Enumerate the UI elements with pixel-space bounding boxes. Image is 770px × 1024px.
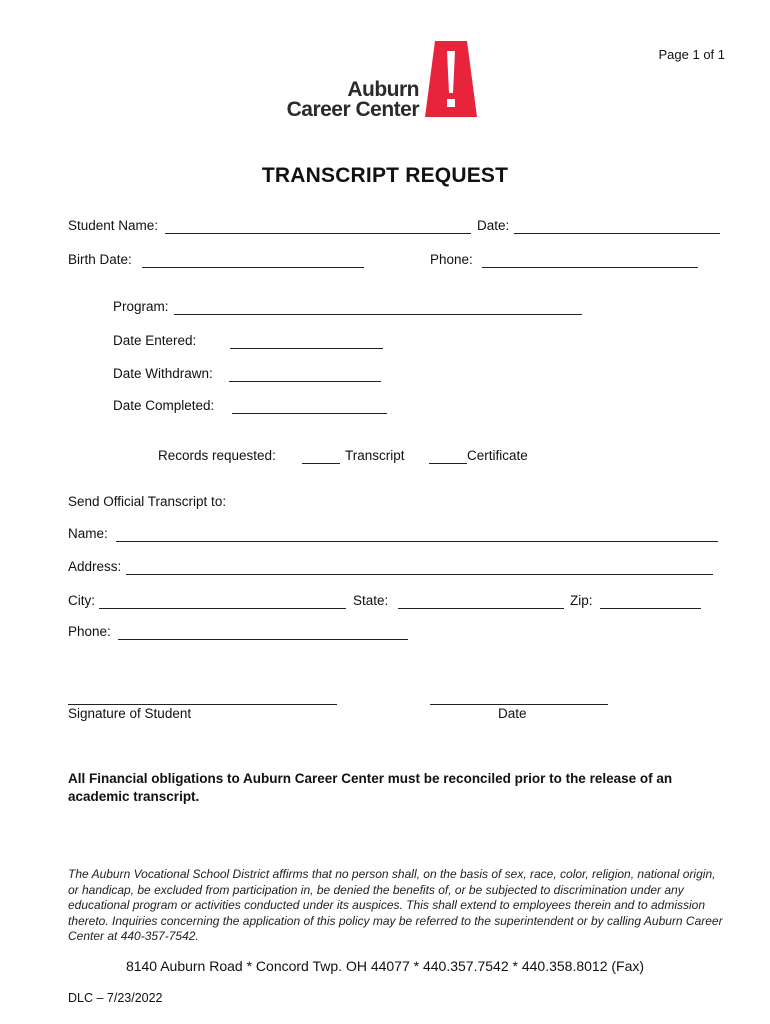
- state-label: State:: [353, 593, 389, 608]
- signature-field[interactable]: [68, 704, 337, 705]
- phone-label: Phone:: [430, 252, 473, 267]
- student-name-label: Student Name:: [68, 218, 159, 233]
- zip-label: Zip:: [570, 593, 593, 608]
- page-indicator: Page 1 of 1: [658, 47, 725, 62]
- recipient-phone-label: Phone:: [68, 624, 111, 639]
- city-field[interactable]: [99, 608, 346, 609]
- certificate-option: Certificate: [467, 448, 528, 463]
- birth-date-label: Birth Date:: [68, 252, 132, 267]
- student-name-field[interactable]: [165, 233, 471, 234]
- birth-date-field[interactable]: [142, 267, 364, 268]
- certificate-checkbox-line[interactable]: [429, 463, 467, 464]
- logo-line-1: Auburn: [347, 78, 419, 101]
- recipient-phone-field[interactable]: [118, 639, 408, 640]
- transcript-option: Transcript: [345, 448, 405, 463]
- date-entered-label: Date Entered:: [113, 333, 197, 348]
- records-requested-label: Records requested:: [158, 448, 276, 463]
- city-label: City:: [68, 593, 95, 608]
- program-label: Program:: [113, 299, 169, 314]
- send-to-heading: Send Official Transcript to:: [68, 494, 227, 509]
- form-title: TRANSCRIPT REQUEST: [261, 164, 509, 187]
- date-entered-field[interactable]: [230, 348, 383, 349]
- signature-date-label: Date: [498, 706, 527, 721]
- recipient-address-field[interactable]: [126, 574, 713, 575]
- state-field[interactable]: [398, 608, 564, 609]
- auburn-a-logo-icon: [425, 41, 477, 117]
- transcript-checkbox-line[interactable]: [302, 463, 340, 464]
- recipient-address-label: Address:: [68, 559, 122, 574]
- date-label: Date:: [477, 218, 510, 233]
- footer-address: 8140 Auburn Road * Concord Twp. OH 44077 * 440.357.7542 * 440.358.8012 (Fax): [125, 958, 645, 974]
- recipient-name-label: Name:: [68, 526, 108, 541]
- date-field[interactable]: [514, 233, 720, 234]
- program-field[interactable]: [174, 314, 582, 315]
- signature-label: Signature of Student: [68, 706, 192, 721]
- zip-field[interactable]: [600, 608, 701, 609]
- date-completed-label: Date Completed:: [113, 398, 215, 413]
- signature-date-field[interactable]: [430, 704, 608, 705]
- logo-line-2: Career Center: [286, 98, 419, 121]
- date-withdrawn-field[interactable]: [229, 381, 381, 382]
- date-completed-field[interactable]: [232, 413, 387, 414]
- phone-field[interactable]: [482, 267, 698, 268]
- financial-notice: All Financial obligations to Auburn Career Center must be reconciled prior to the release of an academic transcript.: [68, 771, 673, 804]
- recipient-name-field[interactable]: [116, 541, 718, 542]
- date-withdrawn-label: Date Withdrawn:: [113, 366, 213, 381]
- document-code: DLC – 7/23/2022: [68, 991, 163, 1005]
- nondiscrimination-notice: The Auburn Vocational School District affirms that no person shall, on the basis of sex, race, color, religion, national origin, or handicap, be excluded from participation in, be denied the benefits of, or be subjected to discrimination under any educational program or activities conducted under its auspices. This shall extend to employees therein and to admission thereto. Inquiries concerning the application of this policy may be referred to the superintendent or by calling Auburn Career Center at 440-357-7542.: [68, 867, 723, 943]
